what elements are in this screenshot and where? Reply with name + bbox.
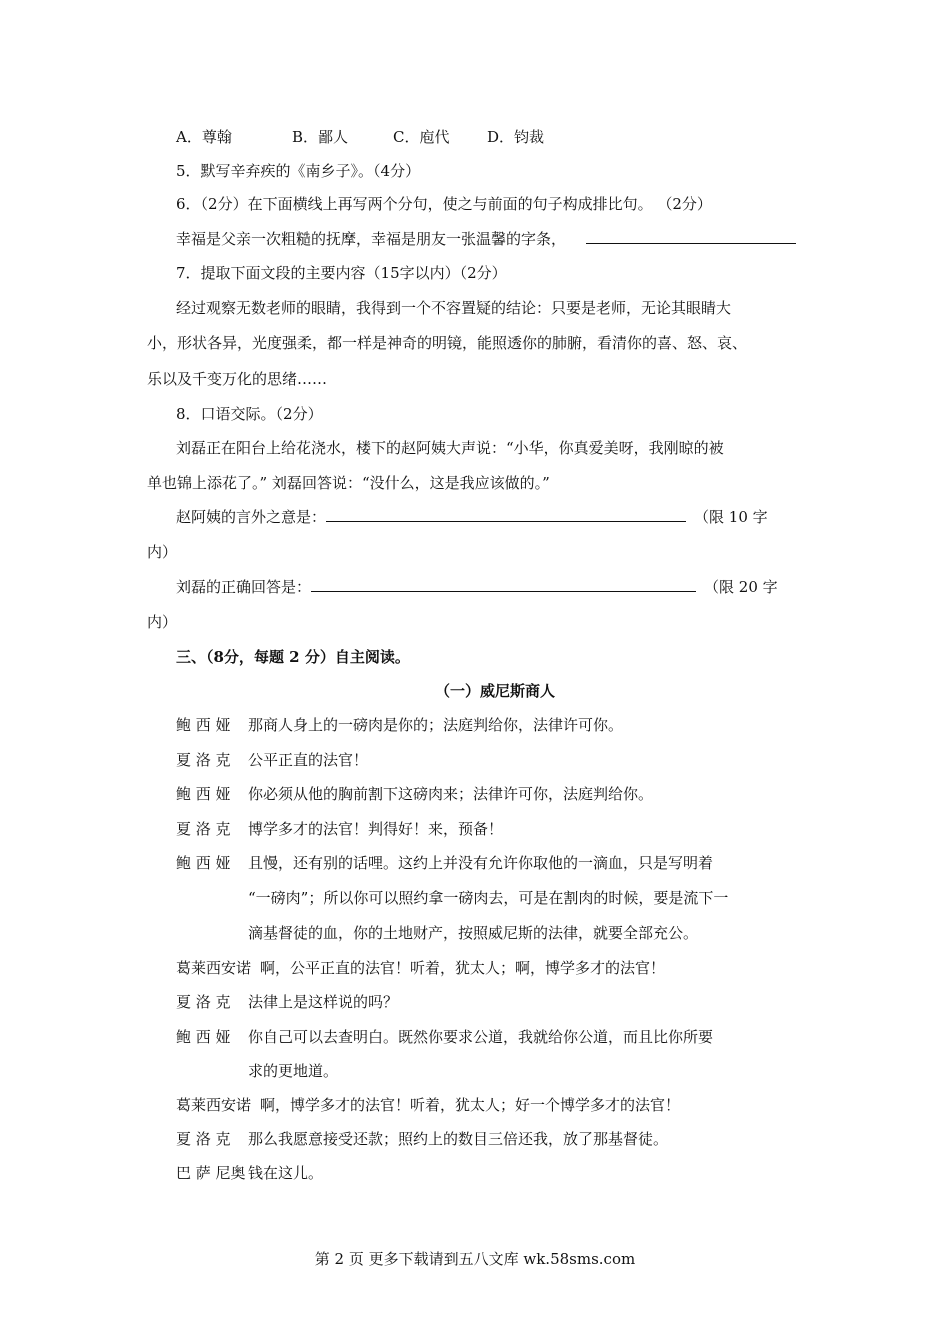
q4-option-c: C．庖代: [393, 128, 450, 146]
q4-option-b: B．鄙人: [292, 128, 349, 146]
speaker: 夏 洛 克: [176, 820, 231, 838]
question-6-sentence-text: 幸福是父亲一次粗糙的抚摩，幸福是朋友一张温馨的字条，: [176, 230, 567, 248]
speaker: 夏 洛 克: [176, 1130, 231, 1148]
speaker: 夏 洛 克: [176, 751, 231, 769]
dialogue-text: 你必须从他的胸前割下这磅肉来；法律许可你，法庭判给你。: [248, 785, 654, 803]
dialogue-row: [176, 1094, 680, 1116]
dialogue-row: [176, 991, 398, 1013]
dialogue-row: [176, 852, 713, 874]
speaker: 鲍 西 娅: [176, 1028, 231, 1046]
q4-option-d: D．钧裁: [487, 128, 545, 146]
question-7-passage-3: 乐以及千变万化的思绪……: [147, 370, 328, 388]
dialogue-row: [176, 749, 368, 771]
dialogue-row: [176, 818, 503, 840]
dialogue-text: 博学多才的法官！判得好！来，预备！: [248, 820, 504, 838]
speaker: 鲍 西 娅: [176, 716, 231, 734]
dialogue-continuation: 滴基督徒的血，你的土地财产，按照威尼斯的法律，就要全部充公。: [248, 924, 699, 942]
question-6-answer-blank[interactable]: [586, 228, 796, 244]
dialogue-text: 啊，公平正直的法官！听着，犹太人；啊，博学多才的法官！: [260, 959, 666, 977]
prompt-2-limit: （限 20 字: [704, 578, 778, 596]
prompt-2-limit-end: 内）: [147, 613, 178, 631]
dialogue-continuation: 求的更地道。: [248, 1062, 339, 1080]
question-7-passage-1: 经过观察无数老师的眼睛，我得到一个不容置疑的结论：只要是老师，无论其眼睛大: [176, 299, 732, 317]
speaker: 鲍 西 娅: [176, 854, 231, 872]
question-6-stem: 6．（2分）在下面横线上再写两个分句，使之与前面的句子构成排比句。 （2分）: [176, 195, 712, 213]
dialogue-row: [176, 1162, 323, 1184]
speaker: 葛莱西安诺: [176, 959, 252, 977]
dialogue-text: 那么我愿意接受还款；照约上的数目三倍还我，放了那基督徒。: [248, 1130, 669, 1148]
question-7-stem: 7．提取下面文段的主要内容（15字以内）（2分）: [176, 264, 507, 282]
passage-title: （一）威尼斯商人: [434, 682, 555, 700]
dialogue-row: [176, 714, 623, 736]
speaker: 夏 洛 克: [176, 993, 231, 1011]
dialogue-text: 你自己可以去查明白。既然你要求公道，我就给你公道，而且比你所要: [248, 1028, 714, 1046]
dialogue-text: 法律上是这样说的吗？: [248, 993, 399, 1011]
question-8-prompt-2: [176, 576, 778, 598]
dialogue-row: [176, 1128, 668, 1150]
prompt-2-label: 刘磊的正确回答是：: [176, 578, 312, 596]
dialogue-text: 那商人身上的一磅肉是你的；法庭判给你，法律许可你。: [248, 716, 624, 734]
speaker: 鲍 西 娅: [176, 785, 231, 803]
dialogue-row: [176, 783, 653, 805]
question-7-passage-2: 小，形状各异，光度强柔，都一样是神奇的明镜，能照透你的肺腑，看清你的喜、怒、哀、: [147, 334, 748, 352]
question-8-context-2: 单也锦上添花了。” 刘磊回答说：“没什么，这是我应该做的。”: [147, 474, 550, 492]
speaker: 巴 萨 尼奥: [176, 1164, 246, 1182]
dialogue-text: 啊，博学多才的法官！听着，犹太人；好一个博学多才的法官！: [260, 1096, 681, 1114]
question-6-sentence: [176, 228, 796, 250]
question-8-stem: 8．口语交际。（2分）: [176, 405, 323, 423]
dialogue-row: [176, 957, 665, 979]
prompt-1-limit-end: 内）: [147, 543, 178, 561]
prompt-1-label: 赵阿姨的言外之意是：: [176, 508, 327, 526]
question-8-context-1: 刘磊正在阳台上给花浇水，楼下的赵阿姨大声说：“小华，你真爱美呀，我刚晾的被: [176, 439, 724, 457]
dialogue-continuation: “一磅肉”；所以你可以照约拿一磅肉去，可是在割肉的时候，要是流下一: [248, 889, 729, 907]
dialogue-row: [176, 1026, 713, 1048]
prompt-2-answer-blank[interactable]: [311, 576, 696, 592]
q4-option-a: A．尊翰: [176, 128, 232, 146]
prompt-1-limit: （限 10 字: [694, 508, 768, 526]
dialogue-text: 钱在这儿。: [248, 1164, 324, 1182]
question-5: 5．默写辛弃疾的《南乡子》。（4分）: [176, 162, 421, 180]
speaker: 葛莱西安诺: [176, 1096, 252, 1114]
section-3-heading: 三、（8分，每题 2 分）自主阅读。: [176, 648, 410, 666]
dialogue-text: 公平正直的法官！: [248, 751, 369, 769]
question-8-prompt-1: [176, 506, 768, 528]
dialogue-text: 且慢，还有别的话哩。这约上并没有允许你取他的一滴血，只是写明着: [248, 854, 714, 872]
page-footer: 第 2 页 更多下载请到五八文库 wk.58sms.com: [314, 1250, 636, 1268]
prompt-1-answer-blank[interactable]: [326, 506, 686, 522]
